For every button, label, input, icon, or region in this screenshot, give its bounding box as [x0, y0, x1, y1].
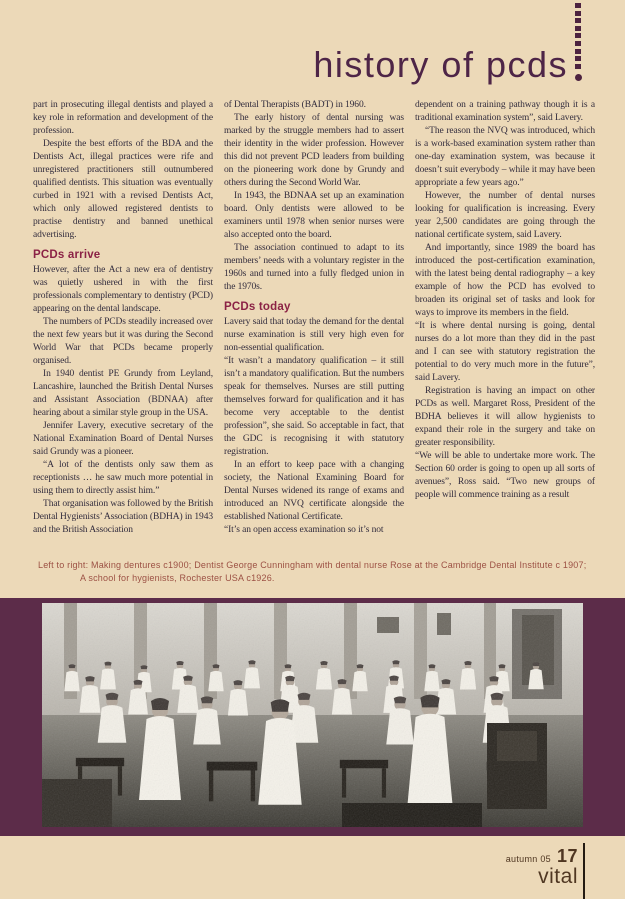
paragraph: Lavery said that today the demand for the dental nurse examination is still very high even for non-essential qualification. — [224, 317, 404, 353]
section-heading: PCDs arrive — [33, 249, 101, 261]
page-number: 17 — [556, 846, 578, 866]
page-title: history of pcds — [313, 44, 568, 85]
paragraph: of Dental Therapists (BADT) in 1960. — [224, 100, 366, 110]
paragraph: “It is where dental nursing is going, dental nurses do a lot more than they did in the past and I can see with statutory registration the potential to do very much more in the future”, said Lavery. — [415, 321, 595, 383]
paragraph: “It’s an open access examination so it’s not — [224, 525, 384, 535]
issue-label: autumn 05 — [505, 854, 551, 864]
paragraph: In an effort to keep pace with a changing society, the National Examining Board for Dental Nurses widened its range of exams and introduced an NVQ certificate alongside the established National Certificate. — [224, 460, 404, 522]
dot — [575, 11, 581, 16]
dot — [575, 18, 581, 23]
article-column-2 — [224, 99, 404, 537]
magazine-name: vital — [538, 865, 578, 888]
paragraph: That organisation was followed by the British Dental Hygienists’ Association (BDHA) in 1943 and the British Association — [33, 499, 213, 535]
paragraph: “It wasn’t a mandatory qualification – it still isn’t a mandatory qualification. But the numbers speak for themselves. Nurses are still putting themselves forward for qualification and it has become very acceptable to the dentist profession”, she said. So acceptable in fact, that the GDC is recognising it with statutory registration. — [224, 356, 404, 457]
dot — [575, 3, 581, 8]
paragraph: part in prosecuting illegal dentists and played a key role in reformation and development of the profession. — [33, 100, 213, 136]
paragraph: And importantly, since 1989 the board has introduced the post-certification examination, with the latest being dental radiography – a key example of how the PCD has evolved to broaden its original set of tasks and look for ways to improve its members in the field. — [415, 243, 595, 318]
dot — [575, 49, 581, 54]
paragraph: The association continued to adapt to its members’ needs with a voluntary register in the 1960s and turned into a fully fledged union in the 1970s. — [224, 243, 404, 292]
section-heading: PCDs today — [224, 301, 291, 313]
paragraph: “A lot of the dentists only saw them as receptionists … he saw much more potential in using them to directly assist him.” — [33, 460, 213, 496]
paragraph: “The reason the NVQ was introduced, which is a work-based examination system rather than one-day examination system, was because it doesn’t suit everybody – while it may have been appropriate a few years ago.” — [415, 126, 595, 188]
photo-band — [0, 598, 625, 836]
paragraph: “We will be able to undertake more work. The Section 60 order is going to open up all sorts of avenues”, Ross said. “Two new groups of people will commence training as a result — [415, 451, 595, 500]
dot — [575, 41, 581, 46]
paragraph: In 1943, the BDNAA set up an examination board. Only dentists were allowed to be examiners until 1978 when senior nurses were also accepted onto the board. — [224, 191, 404, 240]
paragraph: However, the number of dental nurses looking for qualification is increasing. Every year 2,500 candidates are going through the national certificate system, said Lavery. — [415, 191, 595, 240]
paragraph: Despite the best efforts of the BDA and the Dentists Act, illegal practices were rife and unregistered practitioners still outnumbered qualified dentists. This situation was eventually curbed in 1921 with a revised Dentists Act, which only allowed registered dentists to practise dentistry and banned unethical advertising. — [33, 139, 213, 240]
paragraph: The numbers of PCDs steadily increased over the next few years but it was during the Second World War that PCDs became properly organised. — [33, 317, 213, 366]
footer-rule — [583, 843, 585, 899]
dot — [575, 26, 581, 31]
page-footer — [506, 846, 578, 889]
paragraph: Registration is having an impact on other PCDs as well. Margaret Ross, President of the BDHA believes it will allow hygienists to expand their role in the surgery and take on greater responsibility. — [415, 386, 595, 448]
dot — [575, 33, 581, 38]
article-body — [33, 99, 595, 537]
paragraph: However, after the Act a new era of dentistry was quietly ushered in with the first professionals complementary to dentistry (PCD) appearing on the dental landscape. — [33, 265, 213, 314]
dot — [575, 74, 582, 81]
paragraph: Jennifer Lavery, executive secretary of the National Examination Board of Dental Nurses said Grundy was a pioneer. — [33, 421, 213, 457]
dotted-line-icon — [575, 3, 583, 83]
paragraph: The early history of dental nursing was marked by the struggle members had to assert their identity in the wider profession. However this did not prevent PCD leaders from building on the pioneering work done by Grundy and others during the Second World War. — [224, 113, 404, 188]
caption-line-1: Left to right: Making dentures c1900; Dentist George Cunningham with dental nurse Rose at the Cambridge Dental Institute c 1907; — [38, 560, 587, 570]
historical-photo — [42, 603, 583, 827]
caption-line-2: A school for hygienists, Rochester USA c1926. — [80, 573, 275, 583]
article-column-3 — [415, 99, 595, 537]
dot — [575, 64, 581, 69]
paragraph: In 1940 dentist PE Grundy from Leyland, Lancashire, launched the British Dental Nurses and Assistant Association (BDNAA) after hearing about a similar style group in the USA. — [33, 369, 213, 418]
dot — [575, 56, 581, 61]
article-column-1 — [33, 99, 213, 537]
photo-caption — [38, 559, 598, 585]
paragraph: dependent on a training pathway though it is a traditional examination system”, said Lavery. — [415, 100, 595, 123]
